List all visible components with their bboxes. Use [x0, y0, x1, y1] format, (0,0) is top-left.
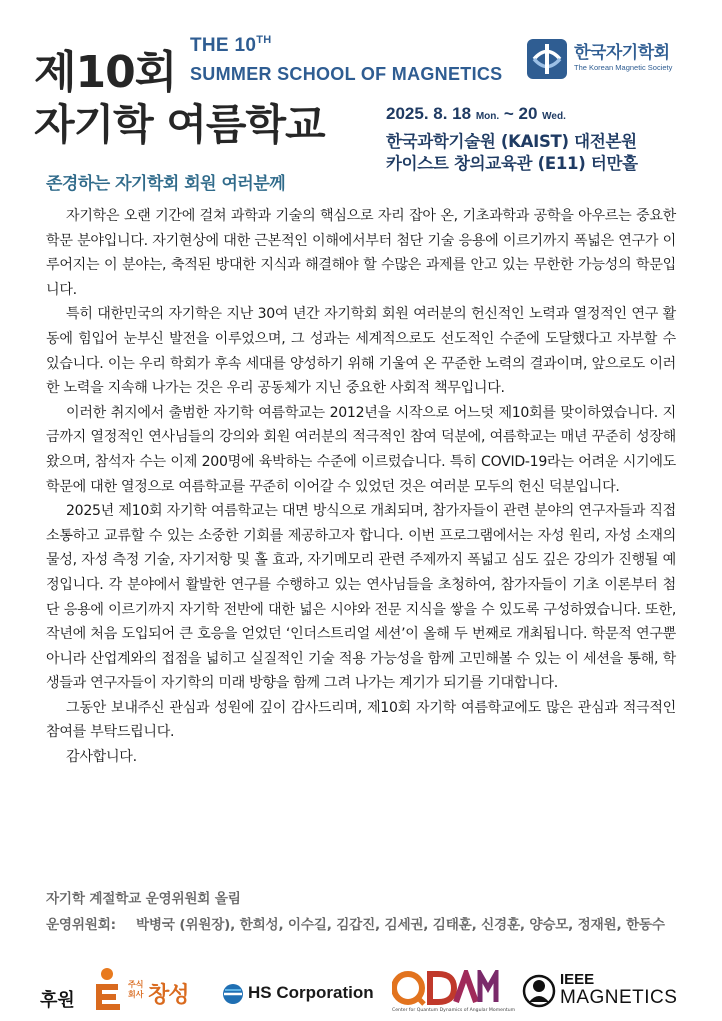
paragraph: 이러한 취지에서 출범한 자기학 여름학교는 2012년을 시작으로 어느덧 제10회를 맞이하였습니다. 지금까지 열정적인 연사님들의 강의와 회원 여러분의 적극적인 참여 덕분에, 여름학교는 매년 꾸준히 성장해 왔으며, 참석자 수는 이제 200명에 육박하는 수준에 이르렀습니다. 특히 COVID-19라는 어려운 시기에도 학문에 대한 열정으로 여름학교를 꾸준히 이어갈 수 있었던 것은 여러분 모두의 헌신 덕분입니다.: [46, 404, 676, 495]
committee-members-label: 운영위원회:: [46, 917, 116, 933]
committee-members: 박병국 (위원장), 한희성, 이수길, 김갑진, 김세권, 김태훈, 신경훈, 양승모, 정재원, 한동수: [136, 917, 665, 933]
paragraph: 그동안 보내주신 관심과 성원에 깊이 감사드리며, 제10회 자기학 여름학교에도 많은 관심과 적극적인 참여를 부탁드립니다.: [46, 699, 676, 741]
sponsor-label: 후원: [40, 990, 75, 1011]
sponsor-qdam: [392, 970, 516, 1016]
ieee-text: IEEE: [560, 971, 595, 988]
greeting-heading: 존경하는 자기학회 회원 여러분께: [46, 174, 286, 194]
title-line-1: 제10회: [34, 47, 177, 98]
english-title-line-2: SUMMER SCHOOL OF MAGNETICS: [190, 64, 503, 84]
english-title-prefix: THE 10: [190, 35, 257, 56]
ieee-magnetics-logo-icon: [522, 972, 556, 1010]
society-name-english: The Korean Magnetic Society: [574, 63, 673, 72]
sponsor-ieee-magnetics: [522, 971, 678, 1012]
qdam-caption: Center for Quantum Dynamics of Angular Momentum: [392, 1008, 516, 1013]
venue-line-2: 카이스트 창의교육관 (E11) 터만홀: [386, 154, 638, 173]
changsung-text: 창성: [148, 983, 189, 1008]
english-title-sup: TH: [256, 34, 272, 46]
committee-block: [46, 886, 696, 938]
english-title-line-1: [190, 34, 271, 57]
hs-corporation-logo-icon: [222, 983, 244, 1005]
society-logo: [526, 38, 696, 80]
paragraph: 2025년 제10회 자기학 여름학교는 대면 방식으로 개최되며, 참가자들이 관련 분야의 연구자들과 직접 소통하고 교류할 수 있는 소중한 기회를 제공하고자 합니다. 이번 프로그램에서는 자성 원리, 자성 소재의 물성, 자성 측정 기술, 자기저항 및 홀 효과, 자기메모리 관련 주제까지 폭넓고 심도 깊은 강의가 진행될 예정입니다. 각 분야에서 활발한 연구를 수행하고 있는 연사님들을 초청하여, 참가자들이 기초 이론부터 첨단 응용에 이르기까지 자기학 전반에 대한 넓은 시야와 전문 지식을 쌓을 수 있도록 구성하였습니다. 또한, 작년에 처음 도입되어 큰 호응을 얻었던 ‘인더스트리얼 세션’이 올해 두 번째로 개최됩니다. 학문적 연구뿐 아니라 산업계와의 접점을 넓히고 실질적인 기술 적용 가능성을 함께 고민해볼 수 있는 이 세션을 통해, 학생들과 연구자들이 자기학의 미래 방향을 함께 그려 나가는 계기가 되기를 기대합니다.: [46, 503, 676, 692]
title-line-2: 자기학 여름학교: [34, 100, 325, 149]
qdam-logo-icon: [392, 970, 500, 1006]
paragraph: 자기학은 오랜 기간에 걸쳐 과학과 기술의 핵심으로 자리 잡아 온, 기초과학과 공학을 아우르는 중요한 학문 분야입니다. 자기현상에 대한 근본적인 이해에서부터 첨단 기술 응용에 이르기까지 폭넓은 연구가 이루어지는 이 분야는, 축적된 방대한 지식과 해결해야 할 수많은 과제를 안고 있는 무한한 가능성의 학문입니다.: [46, 208, 676, 298]
letter-body: [46, 204, 676, 770]
society-name-korean: 한국자기학회: [574, 43, 670, 63]
changsung-logo-icon: [90, 966, 124, 1012]
date-day-end: Wed.: [542, 111, 566, 122]
paragraph: 특히 대한민국의 자기학은 지난 30여 년간 자기학회 회원 여러분의 헌신적인 노력과 열정적인 연구 활동에 힘입어 눈부신 발전을 이루었으며, 그 성과는 세계적으로도 선도적인 수준에 도달했다고 자부할 수 있습니다. 이는 우리 학회가 후속 세대를 양성하기 위해 기울여 온 꾸준한 노력의 결과이며, 앞으로도 이러한 노력을 지속해 나가는 것은 우리 공동체가 지닌 중요한 사회적 책무입니다.: [46, 306, 676, 397]
paragraph: 감사합니다.: [66, 749, 137, 766]
date-day-start: Mon.: [475, 111, 500, 122]
committee-signoff: 자기학 계절학교 운영위원회 올림: [46, 891, 241, 907]
date-separator: ~ 20: [503, 104, 538, 123]
event-date: [386, 104, 566, 124]
changsung-prefix: 주식회사: [128, 980, 144, 999]
hs-corporation-text: HS Corporation: [248, 983, 374, 1002]
sponsor-hs-corporation: [222, 982, 382, 1008]
committee-members-row: [46, 912, 696, 938]
magnetic-society-logo-icon: [526, 38, 568, 80]
magnetics-text: MAGNETICS: [560, 987, 678, 1008]
date-main: 2025. 8. 18: [386, 104, 472, 123]
venue-line-1: 한국과학기술원 (KAIST) 대전본원: [386, 132, 637, 151]
sponsor-changsung: [90, 966, 200, 1012]
